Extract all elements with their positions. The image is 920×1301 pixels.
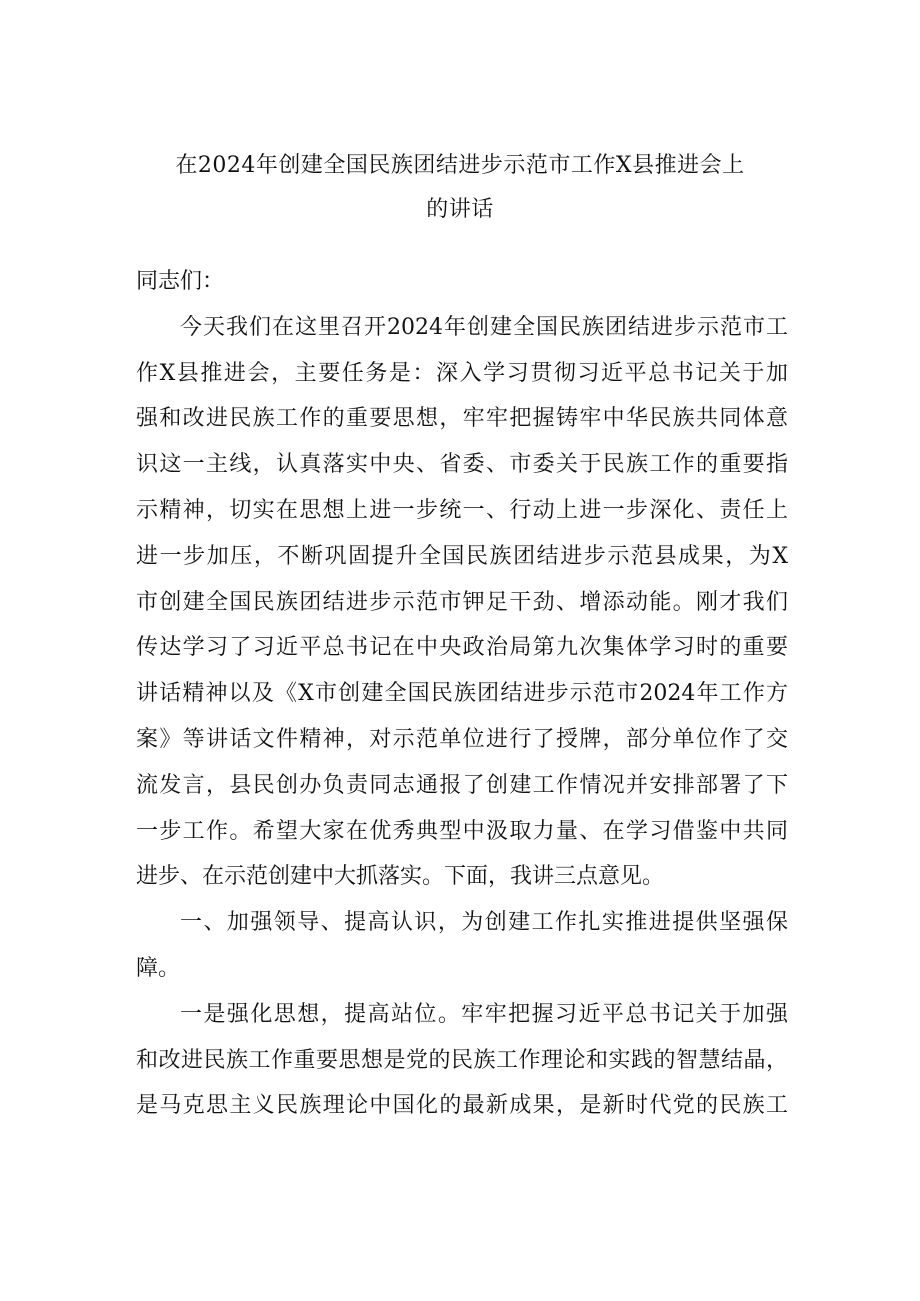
heading-1-line: 障。 xyxy=(136,955,181,981)
paragraph-1-line: 示精神，切实在思想上进一步统一、行动上进一步深化、责任上 xyxy=(136,497,788,523)
paragraph-1-line: 进一步加压，不断巩固提升全国民族团结进步示范县成果，为X xyxy=(136,543,788,569)
paragraph-2-line: 一是强化思想，提高站位。牢牢把握习近平总书记关于加强 xyxy=(180,1001,788,1027)
paragraph-1-line: 识这一主线，认真落实中央、省委、市委关于民族工作的重要指 xyxy=(136,452,788,478)
speech-body xyxy=(136,259,788,1129)
speech-title xyxy=(120,144,800,232)
paragraph-1-line: 进步、在示范创建中大抓落实。下面，我讲三点意见。 xyxy=(136,864,665,890)
paragraph-2-line: 和改进民族工作重要思想是党的民族工作理论和实践的智慧结晶， xyxy=(136,1047,788,1073)
paragraph-1-line: 一步工作。希望大家在优秀典型中汲取力量、在学习借鉴中共同 xyxy=(136,818,788,844)
title-line-1: 在2024年创建全国民族团结进步示范市工作X县推进会上 xyxy=(175,153,745,178)
paragraph-1-line: 市创建全国民族团结进步示范市钾足干劲、增添动能。刚才我们 xyxy=(136,589,788,615)
title-line-2: 的讲话 xyxy=(426,197,494,222)
heading-1-line: 一、加强领导、提高认识，为创建工作扎实推进提供坚强保 xyxy=(180,910,788,936)
paragraph-1-line: 传达学习了习近平总书记在中央政治局第九次集体学习时的重要 xyxy=(136,635,788,661)
salutation: 同志们： xyxy=(136,269,225,294)
paragraph-1-line: 案》等讲话文件精神，对示范单位进行了授牌，部分单位作了交 xyxy=(136,726,788,752)
paragraph-1-line: 讲话精神以及《X市创建全国民族团结进步示范市2024年工作方 xyxy=(136,681,788,707)
paragraph-1-line: 今天我们在这里召开2024年创建全国民族团结进步示范市工 xyxy=(180,314,788,340)
paragraph-1-line: 作X县推进会，主要任务是：深入学习贯彻习近平总书记关于加 xyxy=(136,360,788,386)
paragraph-2-line: 是马克思主义民族理论中国化的最新成果，是新时代党的民族工 xyxy=(136,1093,788,1119)
paragraph-1-line: 流发言，县民创办负责同志通报了创建工作情况并安排部署了下 xyxy=(136,772,788,798)
paragraph-1-line: 强和改进民族工作的重要思想，牢牢把握铸牢中华民族共同体意 xyxy=(136,406,788,432)
